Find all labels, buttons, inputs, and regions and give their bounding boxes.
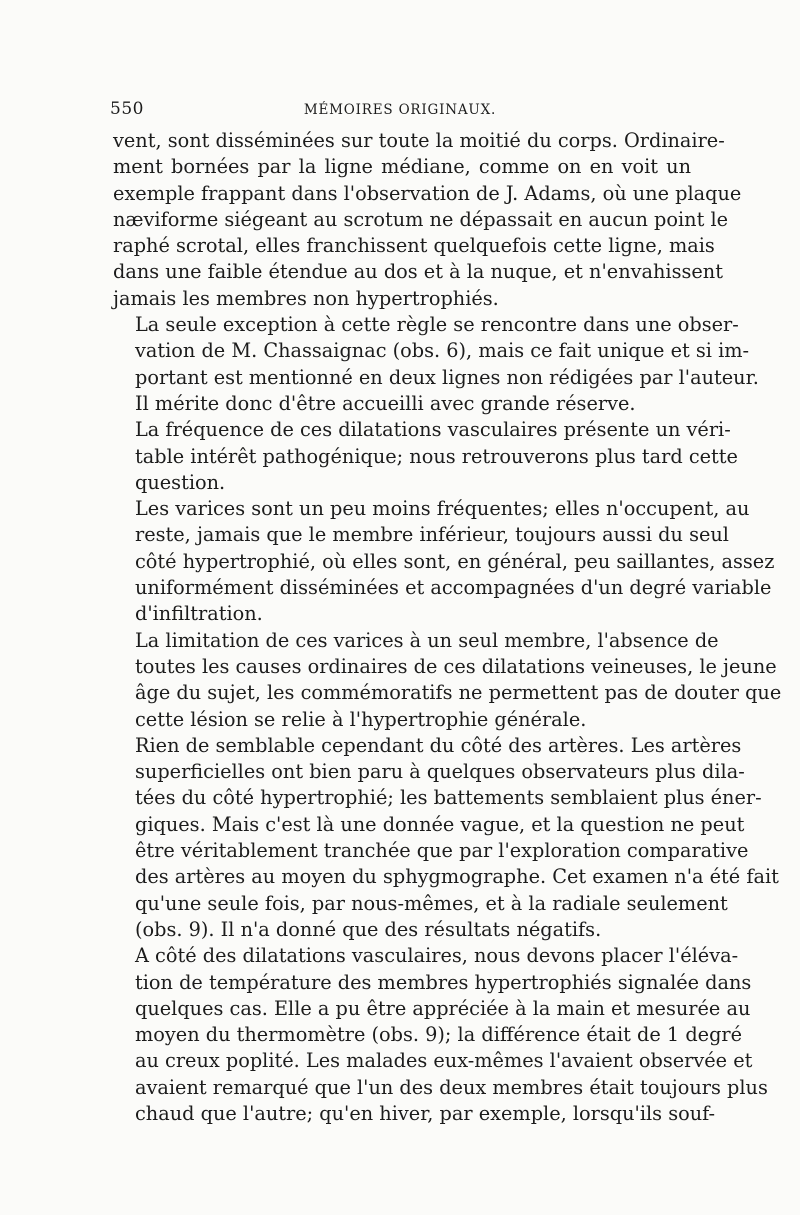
text-line: être véritablement tranchée que par l'exploration comparative	[135, 839, 749, 863]
running-title: MÉMOIRES ORIGINAUX.	[303, 102, 497, 118]
paragraph-7	[113, 943, 768, 1127]
text-line: giques. Mais c'est là une donnée vague, et la question ne peut	[135, 812, 745, 836]
text-line: ment bornées par la ligne médiane, comme on en voit un	[113, 155, 691, 179]
text-line: exemple frappant dans l'observation de J. Adams, où une plaque	[113, 181, 742, 205]
text-line: A côté des dilatations vasculaires, nous devons placer l'éléva-	[135, 944, 739, 968]
text-line: tées du côté hypertrophié; les battements semblaient plus éner-	[135, 786, 762, 810]
body-text	[113, 128, 782, 1127]
text-line: avaient remarqué que l'un des deux membres était toujours plus	[135, 1075, 768, 1099]
text-line: jamais les membres non hypertrophiés.	[113, 286, 499, 310]
text-line: uniformément disséminées et accompagnées d'un degré variable	[135, 576, 772, 600]
text-line: (obs. 9). Il n'a donné que des résultats négatifs.	[135, 917, 602, 941]
text-line: qu'une seule fois, par nous-mêmes, et à la radiale seulement	[135, 891, 728, 915]
text-line: næviforme siégeant au scrotum ne dépassait en aucun point le	[113, 207, 729, 231]
text-line: portant est mentionné en deux lignes non rédigées par l'auteur.	[135, 365, 759, 389]
text-line: vent, sont disséminées sur toute la moitié du corps. Ordinaire-	[113, 129, 725, 152]
text-line: question.	[135, 470, 226, 494]
text-line: toutes les causes ordinaires de ces dilatations veineuses, le jeune	[135, 654, 777, 678]
text-line: au creux poplité. Les malades eux-mêmes l'avaient observée et	[135, 1049, 753, 1073]
text-line: Rien de semblable cependant du côté des artères. Les artères	[135, 733, 742, 757]
paragraph-4	[113, 496, 775, 627]
text-line: dans une faible étendue au dos et à la nuque, et n'envahissent	[113, 260, 723, 284]
text-line: vation de M. Chassaignac (obs. 6), mais ce fait unique et si im-	[135, 339, 750, 363]
text-line: chaud que l'autre; qu'en hiver, par exemple, lorsqu'ils souf-	[135, 1101, 716, 1125]
text-line: reste, jamais que le membre inférieur, toujours aussi du seul	[135, 523, 729, 547]
text-line: Les varices sont un peu moins fréquentes; elles n'occupent, au	[135, 497, 750, 521]
text-line: tion de température des membres hypertrophiés signalée dans	[135, 970, 752, 994]
paragraph-2	[113, 312, 759, 417]
text-line: raphé scrotal, elles franchissent quelquefois cette ligne, mais	[113, 234, 715, 258]
text-line: âge du sujet, les commémoratifs ne permettent pas de douter que	[135, 681, 782, 705]
page-number: 550	[110, 99, 144, 119]
text-line: La limitation de ces varices à un seul membre, l'absence de	[135, 628, 719, 652]
text-line: des artères au moyen du sphygmographe. Cet examen n'a été fait	[135, 865, 779, 889]
text-line: d'infiltration.	[135, 602, 263, 626]
paragraph-6	[113, 733, 779, 943]
text-line: cette lésion se relie à l'hypertrophie générale.	[135, 707, 587, 731]
paragraph-1	[113, 128, 742, 312]
paragraph-5	[113, 628, 782, 733]
paragraph-3	[113, 417, 738, 496]
text-line: côté hypertrophié, où elles sont, en général, peu saillantes, assez	[135, 549, 775, 573]
text-line: superficielles ont bien paru à quelques observateurs plus dila-	[135, 760, 745, 784]
page-header	[110, 99, 690, 125]
text-line: table intérêt pathogénique; nous retrouverons plus tard cette	[135, 444, 738, 468]
text-line: Il mérite donc d'être accueilli avec grande réserve.	[135, 391, 636, 415]
text-line: quelques cas. Elle a pu être appréciée à la main et mesurée au	[135, 996, 751, 1020]
text-line: La seule exception à cette règle se rencontre dans une obser-	[135, 313, 739, 337]
text-line: La fréquence de ces dilatations vasculaires présente un véri-	[135, 418, 731, 442]
text-line: moyen du thermomètre (obs. 9); la différence était de 1 degré	[135, 1023, 743, 1047]
